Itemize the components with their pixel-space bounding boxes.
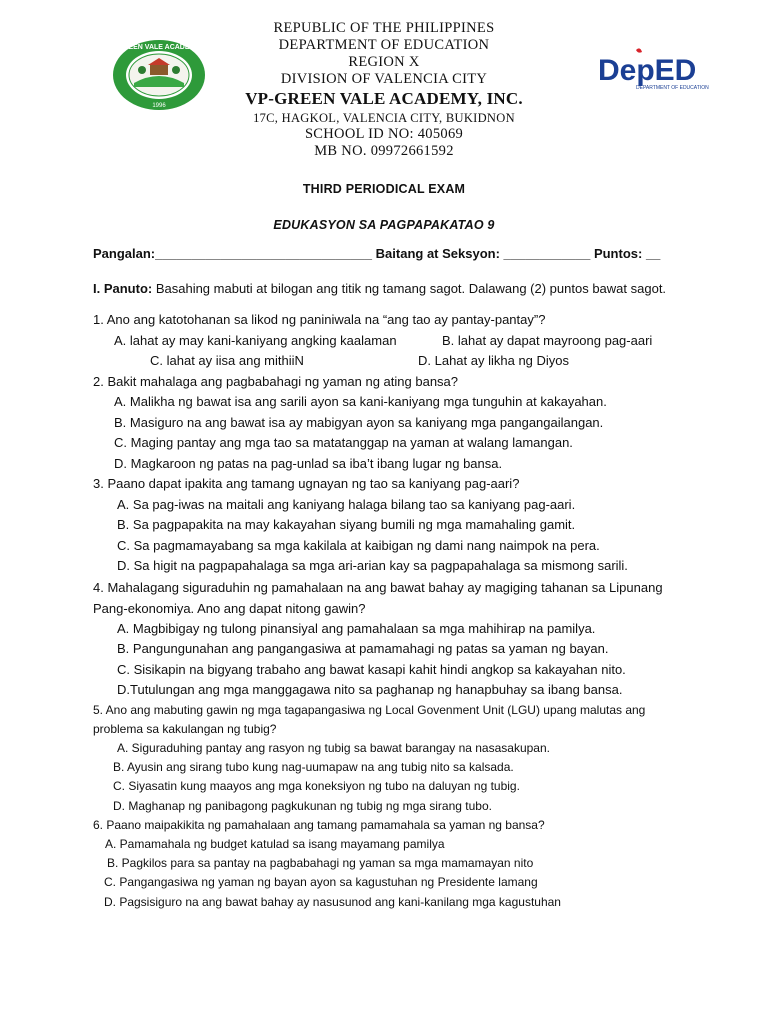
option-b[interactable]: B. Pangungunahan ang pangangasiwa at pamamahagi ng patas sa yaman ng bayan. [117, 641, 609, 656]
deped-brand: DepED [598, 54, 697, 87]
header-division: DIVISION OF VALENCIA CITY [280, 71, 488, 87]
exam-title: THIRD PERIODICAL EXAM [302, 182, 466, 196]
deped-caption: DEPARTMENT OF EDUCATION [636, 85, 709, 91]
option-row [93, 351, 683, 372]
option-c[interactable]: C. Pangangasiwa ng yaman ng bayan ayon sa kagustuhan ng Presidente lamang [104, 875, 538, 890]
deped-logo [596, 46, 709, 96]
instructions-label: I. Panuto: [93, 281, 153, 296]
option-b[interactable]: B. Pagkilos para sa pantay na pagbabahagi ng yaman sa mga mamamayan nito [107, 856, 534, 871]
question-text: 1. Ano ang katotohanan sa likod ng paniniwala na “ang tao ay pantay-pantay”? [93, 312, 546, 327]
option-a[interactable]: A. Malikha ng bawat isa ang sarili ayon sa kani-kaniyang mga tunguhin at kakayahan. [114, 394, 607, 409]
name-label: Pangalan: [93, 246, 156, 261]
option-c[interactable]: C. Sa pagmamayabang sa mga kakilala at kaibigan ng dami nang naimpok na pera. [117, 537, 600, 553]
option-c[interactable]: C. Sisikapin na bigyang trabaho ang bawat kasapi kahit hindi angkop sa kakayahan nito. [117, 661, 626, 677]
option-b[interactable]: B. lahat ay dapat mayroong pag-aari [442, 332, 653, 348]
school-id: SCHOOL ID NO: 405069 [304, 126, 464, 142]
school-address: 17C, HAGKOL, VALENCIA CITY, BUKIDNON [253, 111, 515, 125]
option-d[interactable]: D. Maghanap ng panibagong pagkukunan ng tubig ng mga sirang tubo. [113, 798, 492, 813]
question-3 [93, 474, 683, 577]
school-seal-logo [112, 39, 206, 111]
instructions [93, 278, 683, 299]
option-d[interactable]: D. Magkaroon ng patas na pag-unlad sa iba’t ibang lugar ng bansa. [114, 455, 503, 471]
option-a[interactable]: A. Pamamahala ng budget katulad sa isang mayamang pamilya [105, 836, 445, 851]
option-a[interactable]: A. lahat ay may kani-kaniyang angking kaalaman [114, 332, 397, 348]
option-d[interactable]: D. Sa higit na pagpapahalaga sa mga ari-arian kay sa pagpapahalaga sa mismong sarili. [117, 558, 628, 573]
exam-subject: EDUKASYON SA PAGPAPAKATAO 9 [273, 218, 495, 232]
name-blank[interactable]: ______________________________ [155, 246, 373, 261]
question-text: 3. Paano dapat ipakita ang tamang ugnayan ng tao sa kaniyang pag-aari? [93, 476, 520, 491]
header-region: REGION X [348, 54, 420, 70]
seal-year: 1996 [152, 103, 166, 109]
option-a[interactable]: A. Sa pag-iwas na maitali ang kaniyang halaga bilang tao sa kaniyang pag-aari. [117, 496, 576, 512]
option-d[interactable]: D. Pagsisiguro na ang bawat bahay ay nasusunod ang kani-kanilang mga kagustuhan [104, 894, 561, 909]
option-c[interactable]: C. Siyasatin kung maayos ang mga koneksiyon ng tubo na daluyan ng tubig. [113, 779, 520, 794]
grade-label: Baitang at Seksyon: [375, 246, 500, 261]
question-5 [93, 701, 683, 816]
option-d[interactable]: D. Lahat ay likha ng Diyos [418, 353, 570, 368]
question-1 [93, 310, 683, 372]
instructions-text: Basahing mabuti at bilogan ang titik ng tamang sagot. Dalawang (2) puntos bawat sagot. [152, 281, 667, 296]
question-text: 4. Mahalagang siguraduhin ng pamahalaan na ang bawat bahay ay magiging tahanan sa Lipunang Pang-ekonomiya. Ano ang dapat nitong gawin? [93, 579, 663, 616]
header-department: DEPARTMENT OF EDUCATION [278, 37, 490, 53]
option-row [93, 331, 683, 352]
question-4 [93, 577, 683, 701]
question-2 [93, 372, 683, 475]
grade-blank[interactable]: ____________ [503, 246, 591, 261]
seal-text: GREEN VALE ACADEMY [117, 44, 201, 51]
score-blank[interactable]: __ [645, 246, 661, 261]
option-c[interactable]: C. lahat ay iisa ang mithiiN [150, 353, 304, 368]
option-a[interactable]: A. Magbibigay ng tulong pinansiyal ang pamahalaan sa mga mahihirap na pamilya. [117, 620, 596, 636]
question-6 [93, 816, 683, 912]
school-name: VP-GREEN VALE ACADEMY, INC. [245, 89, 523, 108]
question-text: 2. Bakit mahalaga ang pagbabahagi ng yaman ng ating bansa? [93, 373, 459, 389]
score-label: Puntos: [593, 246, 643, 261]
option-b[interactable]: B. Masiguro na ang bawat isa ay mabigyan ayon sa kaniyang mga pangangailangan. [114, 414, 604, 430]
question-text: 6. Paano maipakikita ng pamahalaan ang tamang pamamahala sa yaman ng bansa? [93, 817, 545, 832]
option-a[interactable]: A. Siguraduhing pantay ang rasyon ng tubig sa bawat barangay na nasasakupan. [117, 740, 550, 755]
header-republic: REPUBLIC OF THE PHILIPPINES [273, 20, 495, 36]
question-text: 5. Ano ang mabuting gawin ng mga tagapangasiwa ng Local Govenment Unit (LGU) upang malutas ang problema sa kakulangan ng tubig? [93, 702, 646, 736]
exam-content [93, 278, 683, 912]
option-d[interactable]: D.Tutulungan ang mga manggagawa nito sa paghanap ng hanapbuhay sa ibang bansa. [117, 682, 623, 697]
student-fields [93, 246, 660, 261]
option-b[interactable]: B. Ayusin ang sirang tubo kung nag-uumapaw na ang tubig nito sa kalsada. [113, 760, 514, 775]
school-mobile: MB NO. 09972661592 [314, 143, 454, 159]
option-b[interactable]: B. Sa pagpapakita na may kakayahan siyang bumili ng mga mamahaling gamit. [117, 517, 576, 532]
option-c[interactable]: C. Maging pantay ang mga tao sa matatanggap na yaman at walang lamangan. [114, 435, 573, 450]
